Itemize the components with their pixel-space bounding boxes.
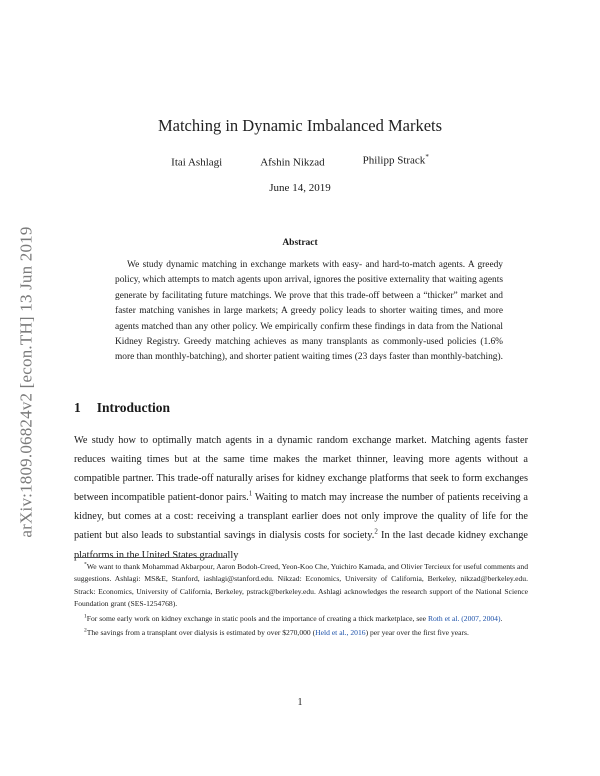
footnote-1: $^1$For some early work on kidney exchange in static pools and the importance of creating a thick marketplace, see Roth et al. (2007, 2004). [84,613,503,623]
paper-title: Matching in Dynamic Imbalanced Markets [157,116,443,135]
abstract-text: We study dynamic matching in exchange markets with easy- and hard-to-match agents. A greedy policy, which attempts to match agents upon arrival, ignores the positive externality that waiting agents generate by facilitating future matchings. We prove that this trade-off between a “thicker” market and faster matching vanishes in large markets; A greedy policy leads to shorter waiting times, and more agents matched than any other policy. We empirically confirm these findings in data from the National Kidney Registry. Greedy matching achieves as many transplants as commonly-used policies (1.6% more than monthly-batching), and shorter patient waiting times (23 days faster than monthly-batching). [115,260,503,363]
footnote-ref[interactable]: 2 [374,528,378,537]
intro-paragraph: We study how to optimally match agents in a dynamic random exchange market. Matching agents faster reduces waiting times but at the same time makes the market thinner, leaving more agents without a compatible partner. This trade-off naturally arises for kidney exchange platforms that seek to form exchanges between incompatible patient-donor pairs.$^1$ Waiting to match may increase the number of patients receiving a kidney, but comes at a cost: receiving a transplant earlier does not only improve the quality of life for the patient but also leads to substantial savings in dialysis costs for society.$^2$ In the last decade kidney exchange platforms in the United States gradually [74,435,528,561]
arxiv-identifier-stamp [12,202,42,562]
section-heading [74,400,170,416]
arxiv-identifier: arXiv:1809.06824v2 [econ.TH] 13 Jun 2019 [17,226,36,538]
section-number: 1 [74,400,81,415]
author-name: Afshin Nikzad [260,156,325,169]
footnotes [74,561,528,639]
page-number: 1 [297,697,303,708]
author-name: Philipp Strack* [362,153,429,167]
footnote-2: $^2$The savings from a transplant over dialysis is estimated by over $270,000 (Held et al., 2016) per year over the first five years. [84,627,469,638]
citation-link[interactable]: Held et al., 2016 [315,628,366,638]
abstract-heading: Abstract [282,238,318,248]
footnote-ref[interactable]: 1 [248,489,253,498]
author-list [0,153,600,169]
citation-link[interactable]: Roth et al. (2007, 2004) [427,613,501,623]
footnote-star: *We want to thank Mohammad Akbarpour, Aaron Bodoh-Creed, Yeon-Koo Che, Yuichiro Kamada, and Olivier Tercieux for useful comments and suggestions. Ashlagi: MS&E, Stanford, iashlagi@stanford.edu. Nikzad: Economics, University of California, Berkeley, nikzad@berkeley.edu. Strack: Economics, University of California, Berkeley, pstrack@berkeley.edu. Ashlagi acknowledges the research support of the National Science Foundation grant (SES-1254768). [74,561,528,609]
paper-date: June 14, 2019 [269,182,331,194]
author-name: Itai Ashlagi [171,156,223,169]
section-title: Introduction [96,400,171,415]
footnote-divider [74,557,224,558]
